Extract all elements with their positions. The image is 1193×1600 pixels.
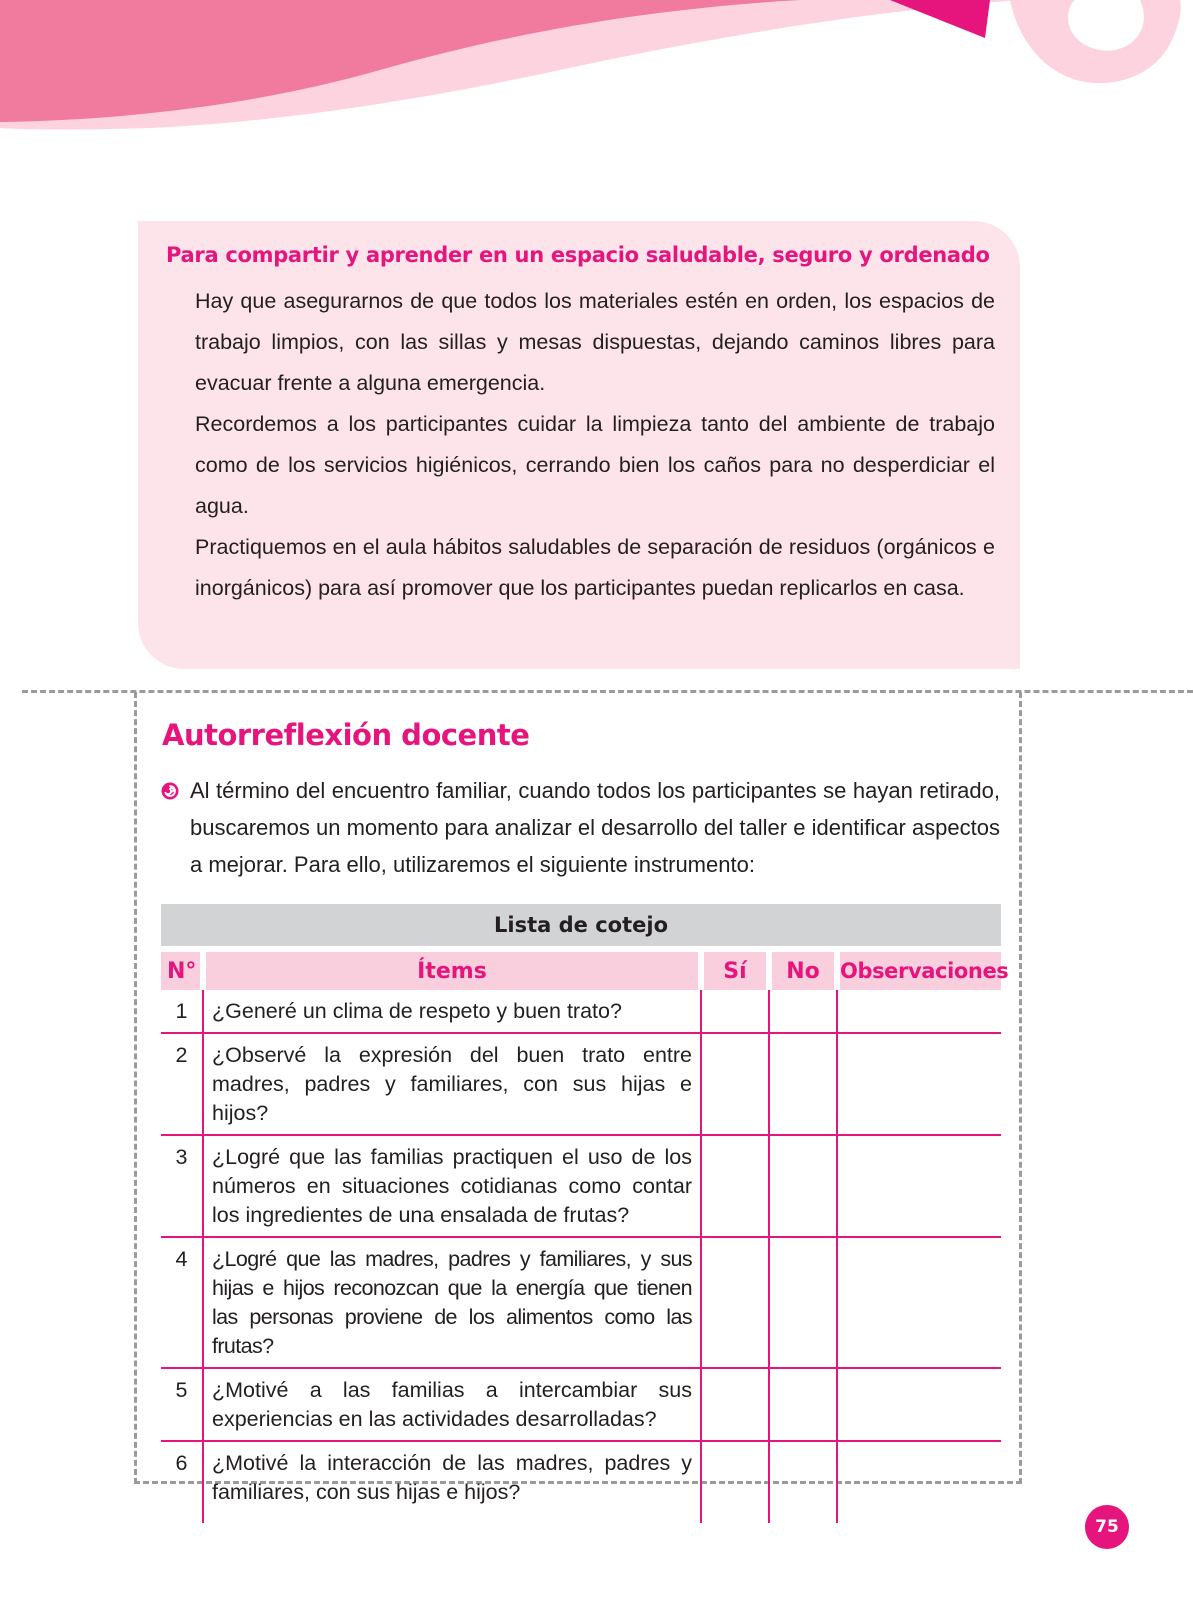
tip-paragraph: Practiquemos en el aula hábitos saludables de separación de residuos (orgánicos e inorgánicos) para así promover que los participantes puedan replicarlos en casa. — [195, 535, 995, 600]
no-cell[interactable] — [769, 1441, 837, 1523]
table-row — [161, 1135, 1001, 1237]
header-wave-decoration — [0, 0, 1193, 140]
row-item: ¿Motivé a las familias a intercambiar sus experiencias en las actividades desarrolladas? — [203, 1368, 701, 1441]
si-cell[interactable] — [701, 1135, 769, 1237]
row-item: ¿Logré que las madres, padres y familiares, y sus hijas e hijos reconozcan que la energía que tienen las personas proviene de los alimentos como las frutas? — [203, 1237, 701, 1368]
header-items: Ítems — [203, 949, 701, 990]
dashed-frame-left — [134, 692, 137, 1484]
table-row — [161, 990, 1001, 1033]
row-item: ¿Observé la expresión del buen trato entre madres, padres y familiares, con sus hijas e hijos? — [203, 1033, 701, 1135]
row-item: ¿Generé un clima de respeto y buen trato? — [203, 990, 701, 1033]
pink-swirl-bullet-icon — [161, 782, 179, 800]
row-item: ¿Motivé la interacción de las madres, padres y familiares, con sus hijas e hijos? — [203, 1441, 701, 1523]
intro-paragraph: Al término del encuentro familiar, cuando todos los participantes se hayan retirado, buscaremos un momento para analizar el desarrollo del taller e identificar aspectos a mejorar. Para ello, utilizaremos el siguiente instrumento: — [190, 778, 1000, 877]
section-title: Autorreflexión docente — [162, 718, 530, 752]
header-si: Sí — [701, 949, 769, 990]
row-item: ¿Logré que las familias practiquen el uso de los números en situaciones cotidianas como contar los ingredientes de una ensalada de frutas? — [203, 1135, 701, 1237]
dashed-frame-right — [1019, 692, 1022, 1484]
header-number: N° — [161, 949, 203, 990]
no-cell[interactable] — [769, 1033, 837, 1135]
page-number: 75 — [1085, 1505, 1129, 1549]
observations-cell[interactable] — [837, 1441, 1001, 1523]
row-number: 2 — [161, 1033, 203, 1135]
row-number: 3 — [161, 1135, 203, 1237]
no-cell[interactable] — [769, 1368, 837, 1441]
si-cell[interactable] — [701, 1441, 769, 1523]
observations-cell[interactable] — [837, 1135, 1001, 1237]
si-cell[interactable] — [701, 1033, 769, 1135]
table-row — [161, 1033, 1001, 1135]
tip-body — [195, 281, 995, 609]
si-cell[interactable] — [701, 990, 769, 1033]
table-row — [161, 1237, 1001, 1368]
table-caption: Lista de cotejo — [161, 904, 1001, 949]
tip-title: Para compartir y aprender en un espacio saludable, seguro y ordenado — [166, 243, 990, 267]
observations-cell[interactable] — [837, 1237, 1001, 1368]
no-cell[interactable] — [769, 990, 837, 1033]
si-cell[interactable] — [701, 1368, 769, 1441]
header-observations: Observaciones — [837, 949, 1001, 990]
dashed-separator — [22, 690, 1193, 693]
observations-cell[interactable] — [837, 990, 1001, 1033]
row-number: 5 — [161, 1368, 203, 1441]
no-cell[interactable] — [769, 1135, 837, 1237]
si-cell[interactable] — [701, 1237, 769, 1368]
row-number: 4 — [161, 1237, 203, 1368]
observations-cell[interactable] — [837, 1368, 1001, 1441]
observations-cell[interactable] — [837, 1033, 1001, 1135]
table-row — [161, 1368, 1001, 1441]
tip-paragraph: Recordemos a los participantes cuidar la limpieza tanto del ambiente de trabajo como de los servicios higiénicos, cerrando bien los caños para no desperdiciar el agua. — [195, 412, 995, 518]
no-cell[interactable] — [769, 1237, 837, 1368]
row-number: 1 — [161, 990, 203, 1033]
tip-box — [138, 221, 1020, 669]
row-number: 6 — [175, 1451, 188, 1475]
checklist-table — [161, 904, 1009, 1523]
tip-paragraph: Hay que asegurarnos de que todos los materiales estén en orden, los espacios de trabajo limpios, con las sillas y mesas dispuestas, dejando caminos libres para evacuar frente a alguna emergencia. — [195, 289, 995, 395]
header-no: No — [769, 949, 837, 990]
table-row — [161, 1441, 1001, 1523]
